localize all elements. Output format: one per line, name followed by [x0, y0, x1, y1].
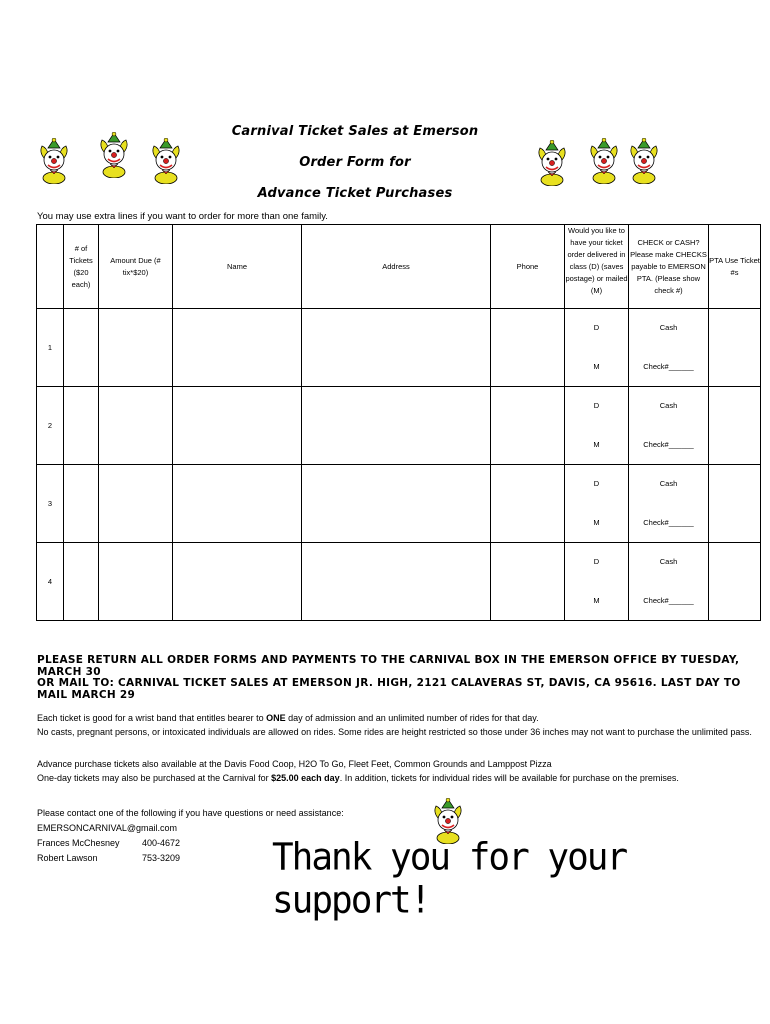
order-table	[36, 224, 761, 621]
cash-option[interactable]: Cash	[629, 309, 709, 348]
address-cell[interactable]	[302, 543, 491, 621]
name-cell[interactable]	[173, 543, 302, 621]
name-header: Name	[173, 225, 302, 309]
amount-cell[interactable]	[99, 543, 173, 621]
tickets-cell[interactable]	[64, 387, 99, 465]
address-cell[interactable]	[302, 465, 491, 543]
contact-email[interactable]: EMERSONCARNIVAL@gmail.com	[37, 823, 177, 833]
contact-intro: Please contact one of the following if you have questions or need assistance:	[37, 808, 344, 818]
check-number-field[interactable]: Check#______	[629, 348, 709, 387]
check-number-field[interactable]: Check#______	[629, 582, 709, 621]
phone-cell[interactable]	[491, 543, 565, 621]
pta-cell	[709, 465, 761, 543]
clown-icon	[98, 132, 130, 178]
form-title: Carnival Ticket Sales at Emerson	[231, 124, 479, 139]
cash-option[interactable]: Cash	[629, 465, 709, 504]
delivery-m-option[interactable]: M	[565, 582, 629, 621]
row-number: 4	[37, 543, 64, 621]
table-row	[37, 387, 761, 426]
payment-header: CHECK or CASH? Please make CHECKS payable to EMERSON PTA. (Please show check #)	[629, 225, 709, 309]
amount-cell[interactable]	[99, 465, 173, 543]
cash-option[interactable]: Cash	[629, 387, 709, 426]
pta-header: PTA Use Ticket #s	[709, 225, 761, 309]
delivery-d-option[interactable]: D	[565, 309, 629, 348]
contact-name: Frances McChesney	[37, 838, 120, 848]
purchase-info: Advance purchase tickets also available at the Davis Food Coop, H2O To Go, Fleet Feet, Common Grounds and Lamppost Pizza One-day tickets may also be purchased at the Carnival for $25.00 each day. In addition, tickets for individual rides will be available for purchase on the premises.	[37, 759, 679, 783]
phone-cell[interactable]	[491, 465, 565, 543]
extra-lines-note: You may use extra lines if you want to order for more than one family.	[37, 211, 328, 222]
table-row	[37, 309, 761, 348]
delivery-m-option[interactable]: M	[565, 426, 629, 465]
clown-icon	[536, 140, 568, 186]
row-number-header	[37, 225, 64, 309]
delivery-d-option[interactable]: D	[565, 387, 629, 426]
ticket-info: Each ticket is good for a wrist band that entitles bearer to ONE day of admission and an unlimited number of rides for that day. No casts, pregnant persons, or intoxicated individuals are allowed on rides. Some rides are height restricted so those under 36 inches may not want to purchase the unlimited pass.	[37, 713, 752, 737]
check-number-field[interactable]: Check#______	[629, 504, 709, 543]
tickets-cell[interactable]	[64, 309, 99, 387]
address-header: Address	[302, 225, 491, 309]
name-cell[interactable]	[173, 309, 302, 387]
form-subtitle: Order Form for	[299, 155, 411, 170]
name-cell[interactable]	[173, 465, 302, 543]
table-row	[37, 543, 761, 582]
clown-icon	[38, 138, 70, 184]
delivery-d-option[interactable]: D	[565, 543, 629, 582]
delivery-m-option[interactable]: M	[565, 504, 629, 543]
pta-cell	[709, 543, 761, 621]
clown-icon	[628, 138, 660, 184]
delivery-header: Would you like to have your ticket order delivered in class (D) (saves postage) or mailed (M)	[565, 225, 629, 309]
phone-cell[interactable]	[491, 387, 565, 465]
tickets-cell[interactable]	[64, 465, 99, 543]
row-number: 1	[37, 309, 64, 387]
clown-icon	[588, 138, 620, 184]
return-instructions: PLEASE RETURN ALL ORDER FORMS AND PAYMENTS TO THE CARNIVAL BOX IN THE EMERSON OFFICE BY TUESDAY, MARCH 30	[37, 654, 740, 678]
check-number-field[interactable]: Check#______	[629, 426, 709, 465]
contact-phone: 753-3209	[142, 853, 181, 863]
address-cell[interactable]	[302, 387, 491, 465]
pta-cell	[709, 309, 761, 387]
form-subtitle-2: Advance Ticket Purchases	[257, 186, 453, 201]
contact-phone: 400-4672	[142, 838, 181, 848]
cash-option[interactable]: Cash	[629, 543, 709, 582]
row-number: 3	[37, 465, 64, 543]
address-cell[interactable]	[302, 309, 491, 387]
contact-name: Robert Lawson	[37, 853, 98, 863]
phone-cell[interactable]	[491, 309, 565, 387]
name-cell[interactable]	[173, 387, 302, 465]
table-row	[37, 465, 761, 504]
clown-icon	[150, 138, 182, 184]
amount-cell[interactable]	[99, 309, 173, 387]
amount-cell[interactable]	[99, 387, 173, 465]
delivery-m-option[interactable]: M	[565, 348, 629, 387]
row-number: 2	[37, 387, 64, 465]
delivery-d-option[interactable]: D	[565, 465, 629, 504]
mail-instructions: OR MAIL TO: CARNIVAL TICKET SALES AT EMERSON JR. HIGH, 2121 CALAVERAS ST, DAVIS, CA 95616. LAST DAY TO MAIL MARCH 29	[37, 677, 741, 701]
tickets-header: # of Tickets ($20 each)	[64, 225, 99, 309]
amount-header: Amount Due (# tix*$20)	[99, 225, 173, 309]
phone-header: Phone	[491, 225, 565, 309]
pta-cell	[709, 387, 761, 465]
thank-you-message: Thank you for your support!	[272, 835, 627, 923]
tickets-cell[interactable]	[64, 543, 99, 621]
